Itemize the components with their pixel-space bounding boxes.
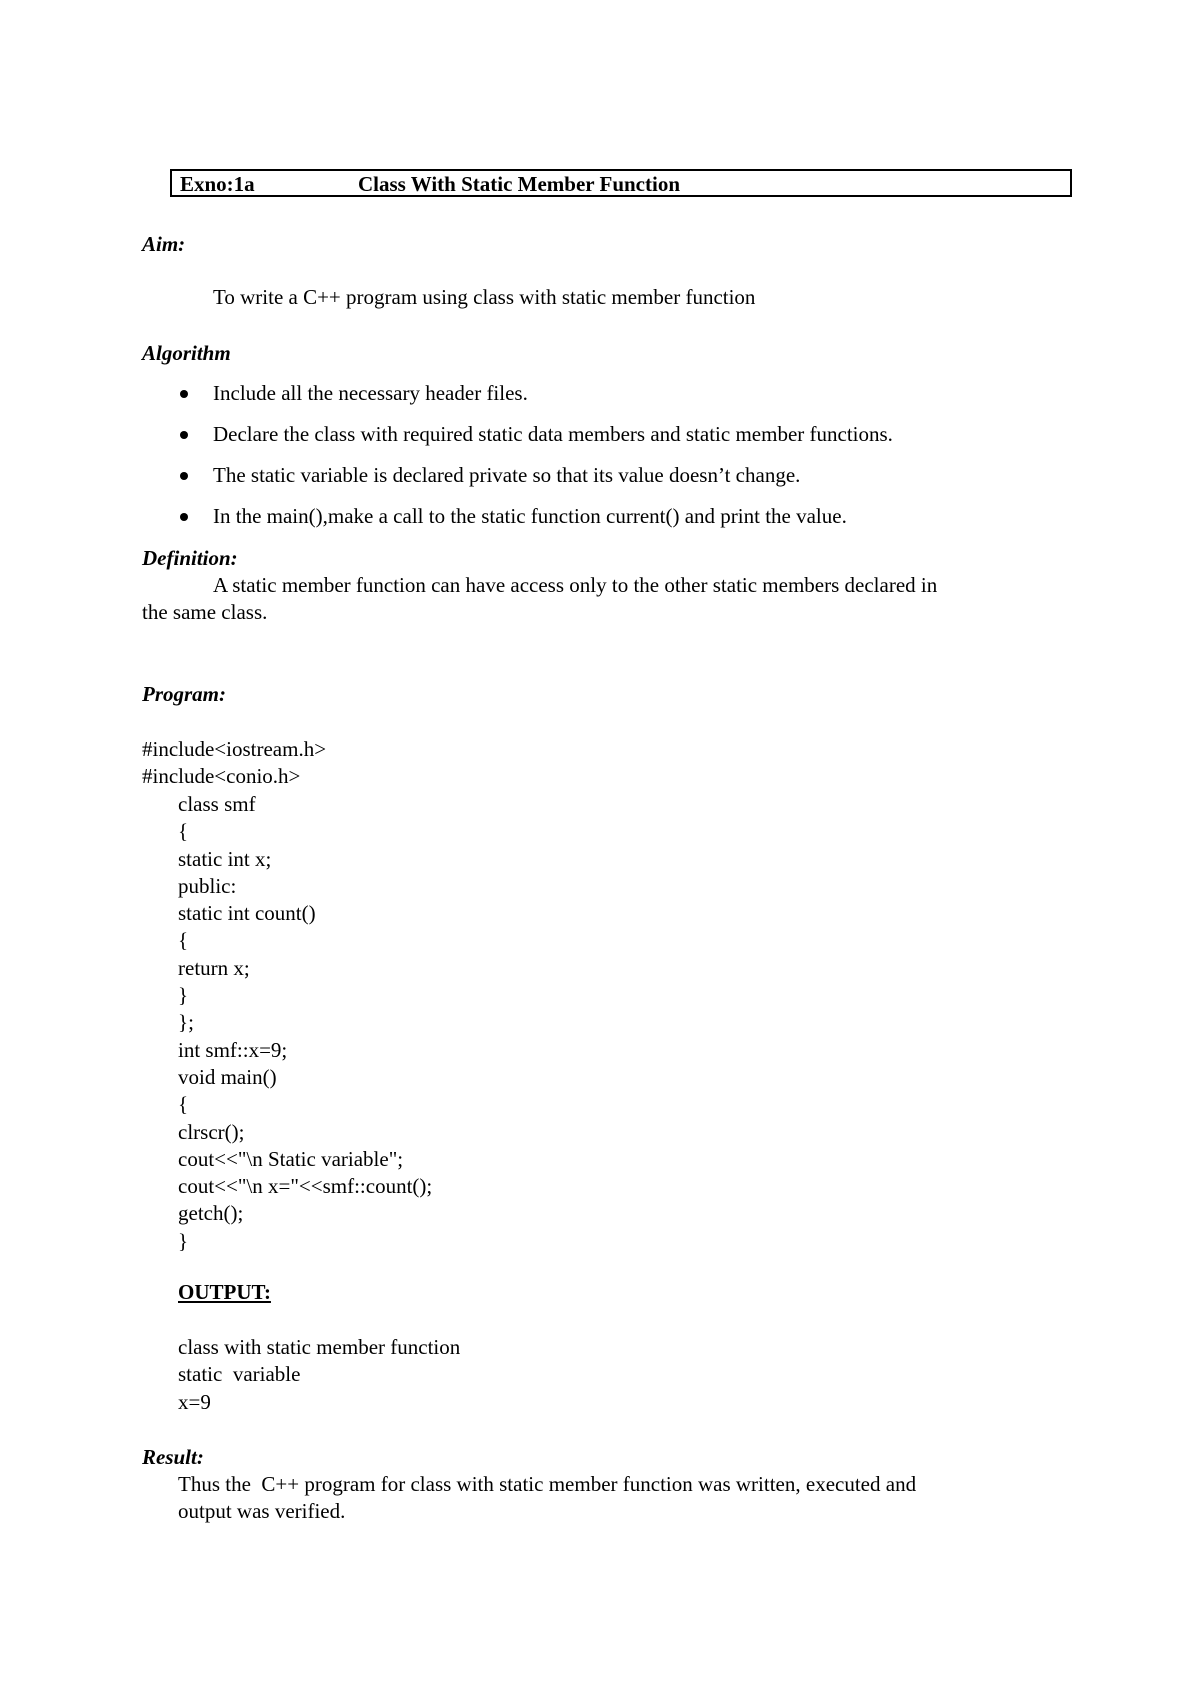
program-heading: Program: — [142, 682, 226, 706]
program-code — [178, 792, 432, 1256]
algorithm-step-text: Include all the necessary header files. — [213, 381, 528, 405]
bullet-icon — [180, 472, 188, 480]
definition-text-line2: the same class. — [142, 600, 268, 624]
code-line: cout<<"\n x="<<smf::count(); — [178, 1174, 433, 1199]
code-line: { — [178, 819, 189, 844]
algorithm-step — [142, 422, 893, 463]
bullet-icon — [180, 390, 188, 398]
output-line: class with static member function — [178, 1335, 461, 1359]
definition-text-line1: A static member function can have access only to the other static members declared in — [213, 573, 938, 597]
code-line: { — [178, 1092, 189, 1117]
code-line: } — [178, 983, 189, 1008]
code-line: #include<iostream.h> — [142, 737, 327, 761]
definition-heading: Definition: — [142, 546, 238, 570]
output-heading: OUTPUT: — [178, 1280, 271, 1304]
result-text-line2: output was verified. — [178, 1499, 346, 1523]
code-line: #include<conio.h> — [142, 764, 301, 789]
program-includes — [142, 737, 326, 792]
code-line: cout<<"\n Static variable"; — [178, 1146, 404, 1171]
code-line: class smf — [178, 792, 256, 816]
algorithm-step — [142, 504, 893, 545]
code-line: int smf::x=9; — [178, 1037, 288, 1062]
result-text-line1: Thus the C++ program for class with static member function was written, executed and — [178, 1472, 917, 1496]
output-line: static variable — [178, 1362, 301, 1387]
algorithm-step-text: In the main(),make a call to the static function current() and print the value. — [213, 504, 847, 528]
bullet-icon — [180, 513, 188, 521]
experiment-header-box — [170, 169, 1072, 197]
code-line: public: — [178, 873, 237, 898]
algorithm-step — [142, 381, 893, 422]
experiment-title: Class With Static Member Function — [358, 172, 681, 196]
result-heading: Result: — [142, 1445, 204, 1469]
code-line: { — [178, 928, 189, 953]
aim-heading: Aim: — [142, 232, 186, 256]
code-line: clrscr(); — [178, 1119, 245, 1144]
code-line: static int x; — [178, 846, 272, 871]
code-line: return x; — [178, 955, 250, 980]
code-line: }; — [178, 1010, 194, 1035]
code-line: } — [178, 1228, 189, 1253]
output-lines — [178, 1335, 460, 1417]
code-line: static int count() — [178, 901, 316, 926]
algorithm-step — [142, 463, 893, 504]
code-line: getch(); — [178, 1201, 244, 1226]
algorithm-step-text: The static variable is declared private so that its value doesn’t change. — [213, 463, 801, 487]
algorithm-step-text: Declare the class with required static data members and static member functions. — [213, 422, 893, 446]
algorithm-heading: Algorithm — [142, 341, 231, 365]
code-line: void main() — [178, 1064, 277, 1089]
algorithm-steps — [142, 381, 893, 545]
output-line: x=9 — [178, 1389, 211, 1414]
aim-text: To write a C++ program using class with static member function — [213, 285, 756, 309]
bullet-icon — [180, 431, 188, 439]
experiment-number: Exno:1a — [180, 172, 255, 196]
